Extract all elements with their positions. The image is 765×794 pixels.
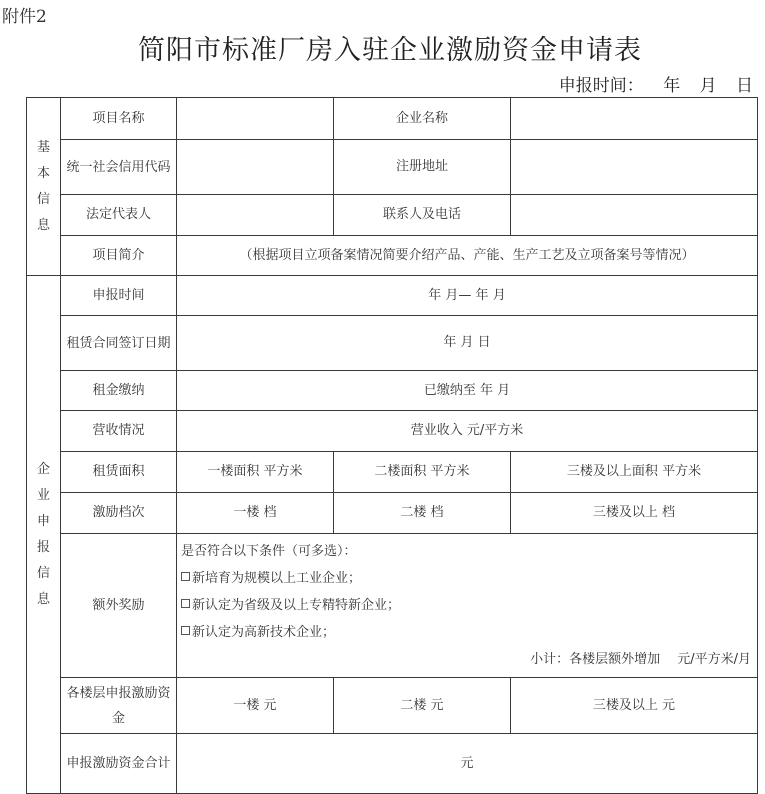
label-extra-reward: 额外奖励 xyxy=(61,534,177,678)
attachment-label: 附件2 xyxy=(2,7,47,27)
input-funds-floor3[interactable]: 三楼及以上 元 xyxy=(511,678,758,734)
label-area: 租赁面积 xyxy=(61,452,177,493)
report-date-label: 申报时间： xyxy=(558,76,644,96)
label-floor-funds: 各楼层申报激励资金 xyxy=(61,678,177,734)
label-project-name: 项目名称 xyxy=(61,98,177,140)
input-area-floor2[interactable]: 二楼面积 平方米 xyxy=(334,452,511,493)
input-area-floor3[interactable]: 三楼及以上面积 平方米 xyxy=(511,452,758,493)
label-credit-code: 统一社会信用代码 xyxy=(61,140,177,195)
checkbox-icon[interactable] xyxy=(181,572,190,581)
input-area-floor1[interactable]: 一楼面积 平方米 xyxy=(177,452,334,493)
input-reg-address[interactable] xyxy=(511,140,758,195)
label-reg-address: 注册地址 xyxy=(334,140,511,195)
extra-reward-cell xyxy=(177,534,758,678)
label-tier: 激励档次 xyxy=(61,493,177,534)
application-form-table xyxy=(26,97,758,794)
checkbox-icon[interactable] xyxy=(181,626,190,635)
input-revenue[interactable]: 营业收入 元/平方米 xyxy=(177,411,758,452)
report-date-month: 月 xyxy=(699,76,717,96)
input-total-funds[interactable]: 元 xyxy=(177,734,758,794)
input-funds-floor2[interactable]: 二楼 元 xyxy=(334,678,511,734)
extra-question: 是否符合以下条件（可多选）： xyxy=(181,544,357,559)
page-title: 简阳市标准厂房入驻企业激励资金申请表 xyxy=(138,35,642,66)
label-contact: 联系人及电话 xyxy=(334,195,511,236)
input-legal-rep[interactable] xyxy=(177,195,334,236)
label-legal-rep: 法定代表人 xyxy=(61,195,177,236)
input-credit-code[interactable] xyxy=(177,140,334,195)
report-date-day: 日 xyxy=(736,76,753,96)
checkbox-icon[interactable] xyxy=(181,599,190,608)
input-project-name[interactable] xyxy=(177,98,334,140)
extra-option-3[interactable]: 新认定为高新技术企业； xyxy=(181,619,753,646)
input-company-name[interactable] xyxy=(511,98,758,140)
section-label-report: 企 业 申 报 信 息 xyxy=(27,276,61,794)
label-total-funds: 申报激励资金合计 xyxy=(61,734,177,794)
input-tier-floor2[interactable]: 二楼 档 xyxy=(334,493,511,534)
label-report-time: 申报时间 xyxy=(61,276,177,316)
report-date-line xyxy=(545,71,753,96)
section-label-basic: 基 本 信 息 xyxy=(27,98,61,276)
label-lease-date: 租赁合同签订日期 xyxy=(61,316,177,371)
input-funds-floor1[interactable]: 一楼 元 xyxy=(177,678,334,734)
extra-option-1[interactable]: 新培育为规模以上工业企业； xyxy=(181,565,753,592)
input-report-time[interactable]: 年 月— 年 月 xyxy=(177,276,758,316)
extra-option-2[interactable]: 新认定为省级及以上专精特新企业； xyxy=(181,592,753,619)
input-contact[interactable] xyxy=(511,195,758,236)
label-revenue: 营收情况 xyxy=(61,411,177,452)
input-tier-floor1[interactable]: 一楼 档 xyxy=(177,493,334,534)
label-rent: 租金缴纳 xyxy=(61,371,177,411)
input-rent[interactable]: 已缴纳至 年 月 xyxy=(177,371,758,411)
input-tier-floor3[interactable]: 三楼及以上 档 xyxy=(511,493,758,534)
report-date-year: 年 xyxy=(663,76,681,96)
extra-subtotal[interactable]: 小计：各楼层额外增加 元/平方米/月 xyxy=(530,652,751,667)
input-project-intro[interactable]: （根据项目立项备案情况简要介绍产品、产能、生产工艺及立项备案号等情况） xyxy=(177,236,758,276)
label-company-name: 企业名称 xyxy=(334,98,511,140)
label-project-intro: 项目简介 xyxy=(61,236,177,276)
input-lease-date[interactable]: 年 月 日 xyxy=(177,316,758,371)
